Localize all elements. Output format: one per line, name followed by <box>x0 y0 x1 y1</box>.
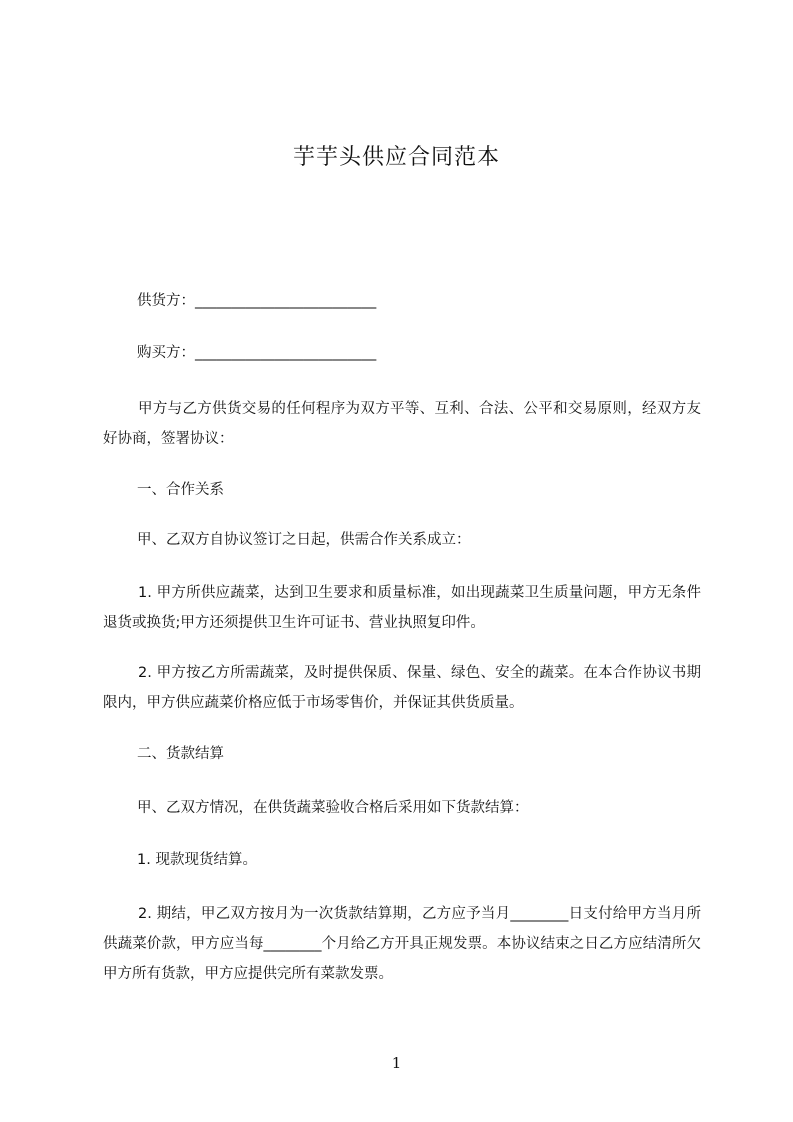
section2-lead: 甲、乙双方情况，在供货蔬菜验收合格后采用如下货款结算： <box>137 800 529 816</box>
section1-item1: 1. 甲方所供应蔬菜，达到卫生要求和质量标准，如出现蔬菜卫生质量问题，甲方无条件退货或换货;甲方还须提供卫生许可证书、营业执照复印件。 <box>103 585 701 631</box>
section2-heading: 二、货款结算 <box>137 746 224 762</box>
buyer-line: 购买方：_________________________ <box>137 345 377 361</box>
section2-item2: 2. 期结，甲乙双方按月为一次货款结算期，乙方应予当月________日支付给甲方当月所供蔬菜价款，甲方应当每________个月给乙方开具正规发票。本协议结束之日乙方应结清所欠甲方所有货款，甲方应提供完所有菜款发票。 <box>103 906 701 982</box>
section1-lead: 甲、乙双方自协议签订之日起，供需合作关系成立： <box>137 532 471 548</box>
section1-heading: 一、合作关系 <box>137 482 224 498</box>
page-number: 1 <box>391 1054 402 1072</box>
section2-item1: 1. 现款现货结算。 <box>137 852 257 868</box>
page-title: 芋芋头供应合同范本 <box>292 145 500 170</box>
supplier-line: 供货方：_________________________ <box>137 293 377 309</box>
section1-item2: 2. 甲方按乙方所需蔬菜，及时提供保质、保量、绿色、安全的蔬菜。在本合作协议书期限内，甲方供应蔬菜价格应低于市场零售价，并保证其供货质量。 <box>103 665 701 711</box>
intro-paragraph: 甲方与乙方供货交易的任何程序为双方平等、互利、合法、公平和交易原则，经双方友好协商，签署协议： <box>103 401 701 447</box>
